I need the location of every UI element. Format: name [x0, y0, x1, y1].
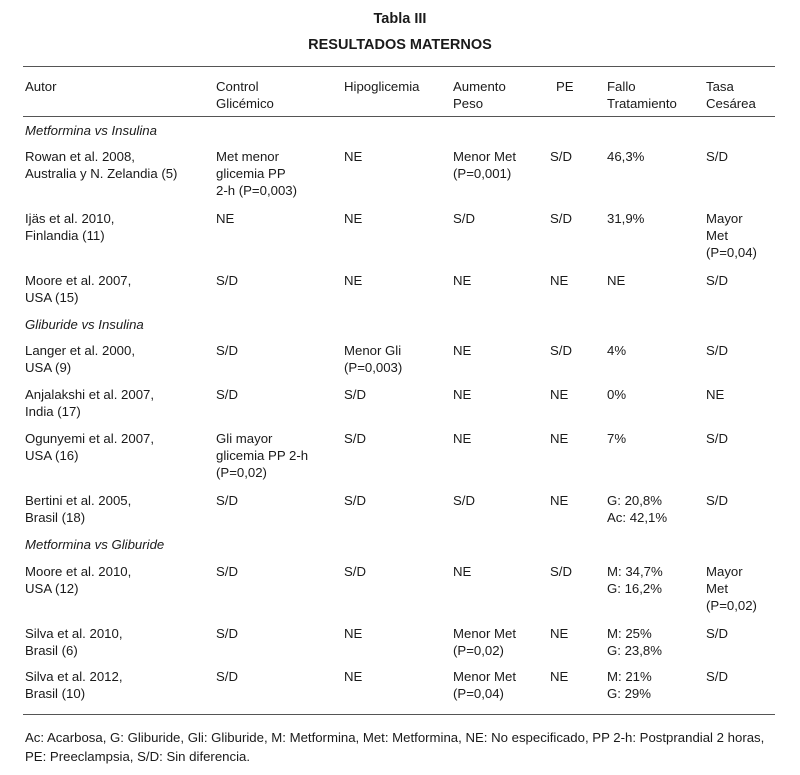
- header-rule: [23, 116, 775, 117]
- cell-tasa-cesarea: S/D: [706, 343, 728, 358]
- cell-control-glicemico: S/D: [216, 273, 238, 288]
- cell-fallo-tratamiento: NE: [607, 273, 626, 288]
- header-aumento-peso: Aumento Peso: [453, 79, 506, 111]
- cell-tasa-cesarea: S/D: [706, 149, 728, 164]
- section-title: Metformina vs Gliburide: [25, 537, 165, 552]
- header-autor: Autor: [25, 79, 57, 94]
- cell-pe: S/D: [550, 564, 572, 579]
- top-rule: [23, 66, 775, 67]
- cell-tasa-cesarea: S/D: [706, 493, 728, 508]
- cell-hipoglicemia: S/D: [344, 493, 366, 508]
- cell-tasa-cesarea: Mayor Met (P=0,02): [706, 564, 757, 613]
- section-title: Gliburide vs Insulina: [25, 317, 144, 332]
- cell-control-glicemico: S/D: [216, 626, 238, 641]
- header-fallo-tratamiento: Fallo Tratamiento: [607, 79, 677, 111]
- cell-fallo-tratamiento: 7%: [607, 431, 627, 446]
- cell-hipoglicemia: NE: [344, 626, 363, 641]
- bottom-rule: [23, 714, 775, 715]
- cell-aumento-peso: NE: [453, 343, 472, 358]
- cell-aumento-peso: Menor Met (P=0,04): [453, 669, 517, 701]
- cell-pe: NE: [550, 387, 569, 402]
- cell-hipoglicemia: NE: [344, 669, 363, 684]
- cell-fallo-tratamiento: 4%: [607, 343, 627, 358]
- cell-aumento-peso: S/D: [453, 493, 475, 508]
- cell-control-glicemico: Gli mayor glicemia PP 2-h (P=0,02): [216, 431, 309, 480]
- cell-aumento-peso: NE: [453, 273, 472, 288]
- cell-hipoglicemia: Menor Gli (P=0,003): [344, 343, 403, 375]
- cell-hipoglicemia: NE: [344, 211, 363, 226]
- cell-autor: Silva et al. 2010, Brasil (6): [25, 626, 123, 658]
- footnote: Ac: Acarbosa, G: Gliburide, Gli: Gliburide, M: Metformina, Met: Metformina, NE: No especificado, PP 2-h: Postprandial 2 horas, PE: Preeclampsia, S/D: Sin diferencia.: [25, 730, 765, 764]
- cell-control-glicemico: S/D: [216, 564, 238, 579]
- cell-autor: Bertini et al. 2005, Brasil (18): [25, 493, 132, 525]
- cell-autor: Rowan et al. 2008, Australia y N. Zelandia (5): [25, 149, 178, 181]
- cell-pe: NE: [550, 669, 569, 684]
- cell-fallo-tratamiento: M: 25% G: 23,8%: [607, 626, 662, 658]
- cell-control-glicemico: S/D: [216, 493, 238, 508]
- cell-autor: Ogunyemi et al. 2007, USA (16): [25, 431, 155, 463]
- cell-aumento-peso: S/D: [453, 211, 475, 226]
- cell-autor: Anjalakshi et al. 2007, India (17): [25, 387, 155, 419]
- cell-tasa-cesarea: S/D: [706, 431, 728, 446]
- header-pe: PE: [556, 79, 574, 94]
- cell-autor: Silva et al. 2012, Brasil (10): [25, 669, 123, 701]
- cell-pe: NE: [550, 431, 569, 446]
- cell-autor: Langer et al. 2000, USA (9): [25, 343, 135, 375]
- cell-autor: Moore et al. 2010, USA (12): [25, 564, 132, 596]
- cell-hipoglicemia: NE: [344, 273, 363, 288]
- cell-hipoglicemia: S/D: [344, 431, 366, 446]
- cell-aumento-peso: NE: [453, 387, 472, 402]
- cell-fallo-tratamiento: 31,9%: [607, 211, 645, 226]
- cell-tasa-cesarea: S/D: [706, 273, 728, 288]
- cell-tasa-cesarea: NE: [706, 387, 725, 402]
- cell-tasa-cesarea: Mayor Met (P=0,04): [706, 211, 757, 260]
- cell-aumento-peso: Menor Met (P=0,02): [453, 626, 517, 658]
- header-tasa-cesarea: Tasa Cesárea: [706, 79, 756, 111]
- cell-fallo-tratamiento: 46,3%: [607, 149, 645, 164]
- cell-aumento-peso: NE: [453, 431, 472, 446]
- cell-fallo-tratamiento: 0%: [607, 387, 627, 402]
- cell-tasa-cesarea: S/D: [706, 669, 728, 684]
- cell-control-glicemico: Met menor glicemia PP 2-h (P=0,003): [216, 149, 298, 198]
- cell-hipoglicemia: NE: [344, 149, 363, 164]
- table-title: RESULTADOS MATERNOS: [308, 37, 492, 53]
- cell-pe: NE: [550, 626, 569, 641]
- cell-tasa-cesarea: S/D: [706, 626, 728, 641]
- cell-autor: Moore et al. 2007, USA (15): [25, 273, 132, 305]
- cell-fallo-tratamiento: G: 20,8% Ac: 42,1%: [607, 493, 668, 525]
- cell-autor: Ijäs et al. 2010, Finlandia (11): [25, 211, 115, 243]
- cell-control-glicemico: S/D: [216, 343, 238, 358]
- section-title: Metformina vs Insulina: [25, 123, 157, 138]
- cell-pe: S/D: [550, 149, 572, 164]
- cell-pe: NE: [550, 493, 569, 508]
- header-hipoglicemia: Hipoglicemia: [344, 79, 420, 94]
- cell-pe: NE: [550, 273, 569, 288]
- cell-aumento-peso: Menor Met (P=0,001): [453, 149, 517, 181]
- cell-control-glicemico: S/D: [216, 387, 238, 402]
- table-number: Tabla III: [373, 11, 427, 27]
- cell-hipoglicemia: S/D: [344, 564, 366, 579]
- cell-pe: S/D: [550, 211, 572, 226]
- cell-control-glicemico: NE: [216, 211, 235, 226]
- cell-hipoglicemia: S/D: [344, 387, 366, 402]
- cell-control-glicemico: S/D: [216, 669, 238, 684]
- cell-aumento-peso: NE: [453, 564, 472, 579]
- cell-pe: S/D: [550, 343, 572, 358]
- cell-fallo-tratamiento: M: 34,7% G: 16,2%: [607, 564, 663, 596]
- header-control-glicemico: Control Glicémico: [216, 79, 274, 111]
- cell-fallo-tratamiento: M: 21% G: 29%: [607, 669, 652, 701]
